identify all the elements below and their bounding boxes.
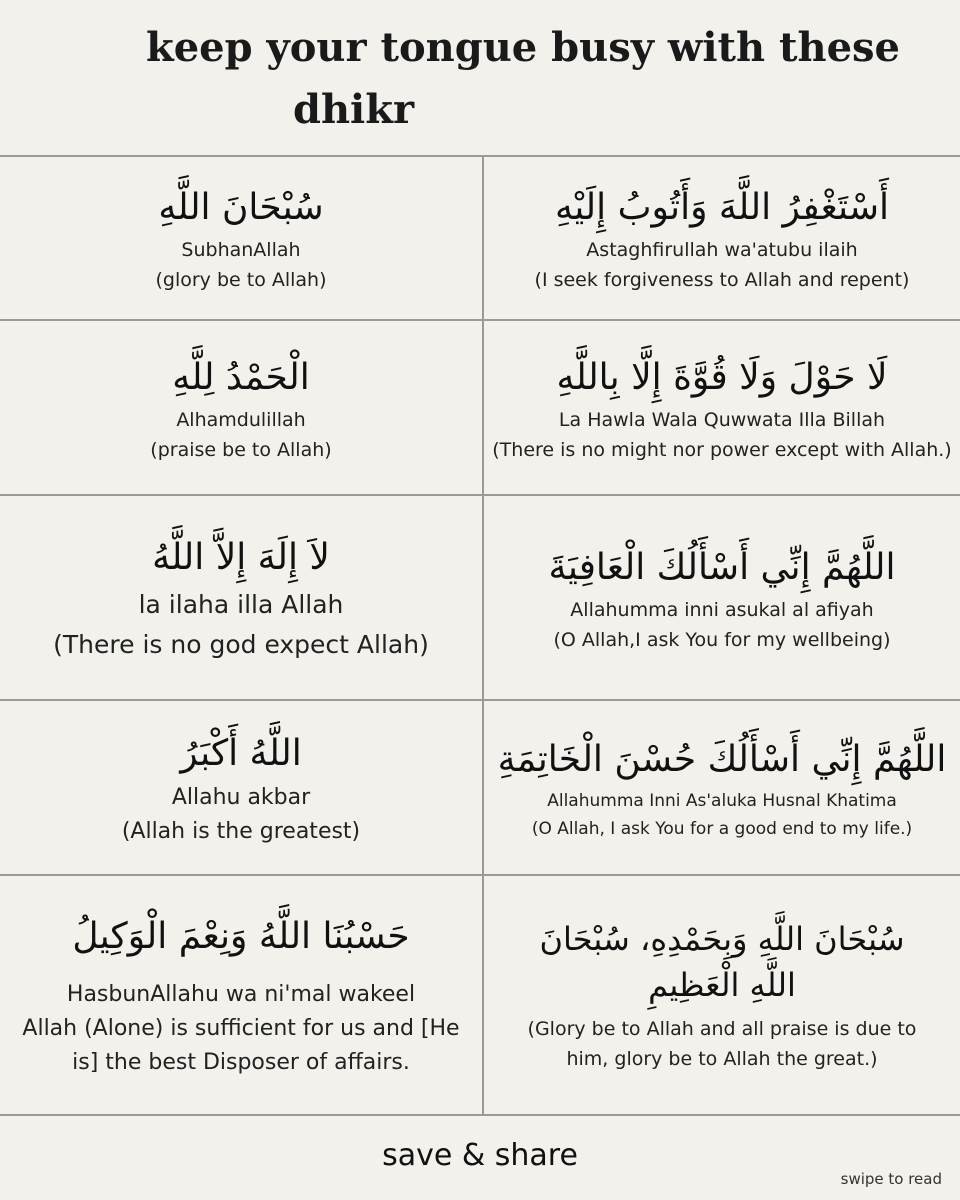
meaning: (glory be to Allah): [155, 269, 327, 291]
swipe-hint: swipe to read: [840, 1170, 942, 1188]
transliteration: Allahumma Inni As'aluka Husnal Khatima: [547, 790, 897, 811]
dhikr-cell-husnal-khatima: [484, 701, 960, 874]
meaning: (O Allah, I ask You for a good end to my life.): [531, 818, 913, 839]
dhikr-cell-alhamdulillah: [0, 321, 482, 494]
arabic-text: اللَّهُمَّ إِنِّي أَسْأَلُكَ حُسْنَ الْخَاتِمَةِ: [497, 738, 947, 780]
meaning: (Glory be to Allah and all praise is due to him, glory be to Allah the great.): [527, 1018, 917, 1070]
arabic-text: الْحَمْدُ لِلَّهِ: [172, 356, 310, 398]
transliteration: Allahumma inni asukal al afiyah: [570, 598, 874, 621]
arabic-text: أَسْتَغْفِرُ اللَّهَ وَأَتُوبُ إِلَيْهِ: [554, 187, 890, 228]
dhikr-cell-allahu-akbar: [0, 701, 482, 874]
arabic-text: حَسْبُنَا اللَّهُ وَنِعْمَ الْوَكِيلُ: [72, 916, 410, 957]
dhikr-cell-astaghfirullah: [484, 157, 960, 319]
meaning: (I seek forgiveness to Allah and repent): [534, 269, 910, 291]
dhikr-cell-subhanallah: [0, 157, 482, 319]
arabic-text: اللَّهُ أَكْبَرُ: [180, 732, 302, 774]
transliteration: Alhamdulillah: [176, 408, 306, 431]
meaning: (Allah is the greatest): [121, 818, 361, 844]
transliteration: Allahu akbar: [171, 784, 311, 810]
transliteration: la ilaha illa Allah: [138, 589, 344, 619]
dhikr-cell-la-hawla: [484, 321, 960, 494]
meaning: Allah (Alone) is sufficient for us and [He is] the best Disposer of affairs.: [22, 1016, 460, 1075]
arabic-text: سُبْحَانَ اللَّهِ: [158, 187, 324, 228]
title-line-2: dhikr: [293, 86, 415, 133]
arabic-text: اللَّهُمَّ إِنِّي أَسْأَلُكَ الْعَافِيَةَ: [548, 546, 896, 588]
save-share-text: save & share: [382, 1138, 578, 1173]
transliteration: HasbunAllahu wa ni'mal wakeel: [66, 982, 416, 1007]
arabic-text: لَا حَوْلَ وَلَا قُوَّةَ إِلَّا بِاللَّهِ: [556, 356, 888, 398]
meaning: (There is no god expect Allah): [53, 629, 429, 659]
meaning: (praise be to Allah): [150, 438, 332, 461]
dhikr-cell-hasbunallah: [0, 876, 482, 1114]
arabic-text: سُبْحَانَ اللَّهِ وَبِحَمْدِهِ، سُبْحَانَ اللَّهِ الْعَظِيمِ: [539, 920, 905, 1004]
transliteration: SubhanAllah: [181, 239, 301, 261]
meaning: (O Allah,I ask You for my wellbeing): [553, 628, 891, 651]
divider: [0, 1114, 960, 1116]
dhikr-cell-la-ilaha: [0, 496, 482, 699]
transliteration: La Hawla Wala Quwwata Illa Billah: [558, 408, 886, 431]
transliteration: Astaghfirullah wa'atubu ilaih: [586, 239, 858, 261]
arabic-text: لاَ إِلَهَ إِلاَّ اللَّهُ: [152, 536, 330, 578]
title-line-1: keep your tongue busy with these: [146, 24, 901, 71]
meaning: (There is no might nor power except with Allah.): [492, 438, 952, 461]
dhikr-cell-afiyah: [484, 496, 960, 699]
dhikr-table: [0, 155, 960, 1116]
dhikr-cell-subhanallah-wabihamdihi: [484, 876, 960, 1114]
